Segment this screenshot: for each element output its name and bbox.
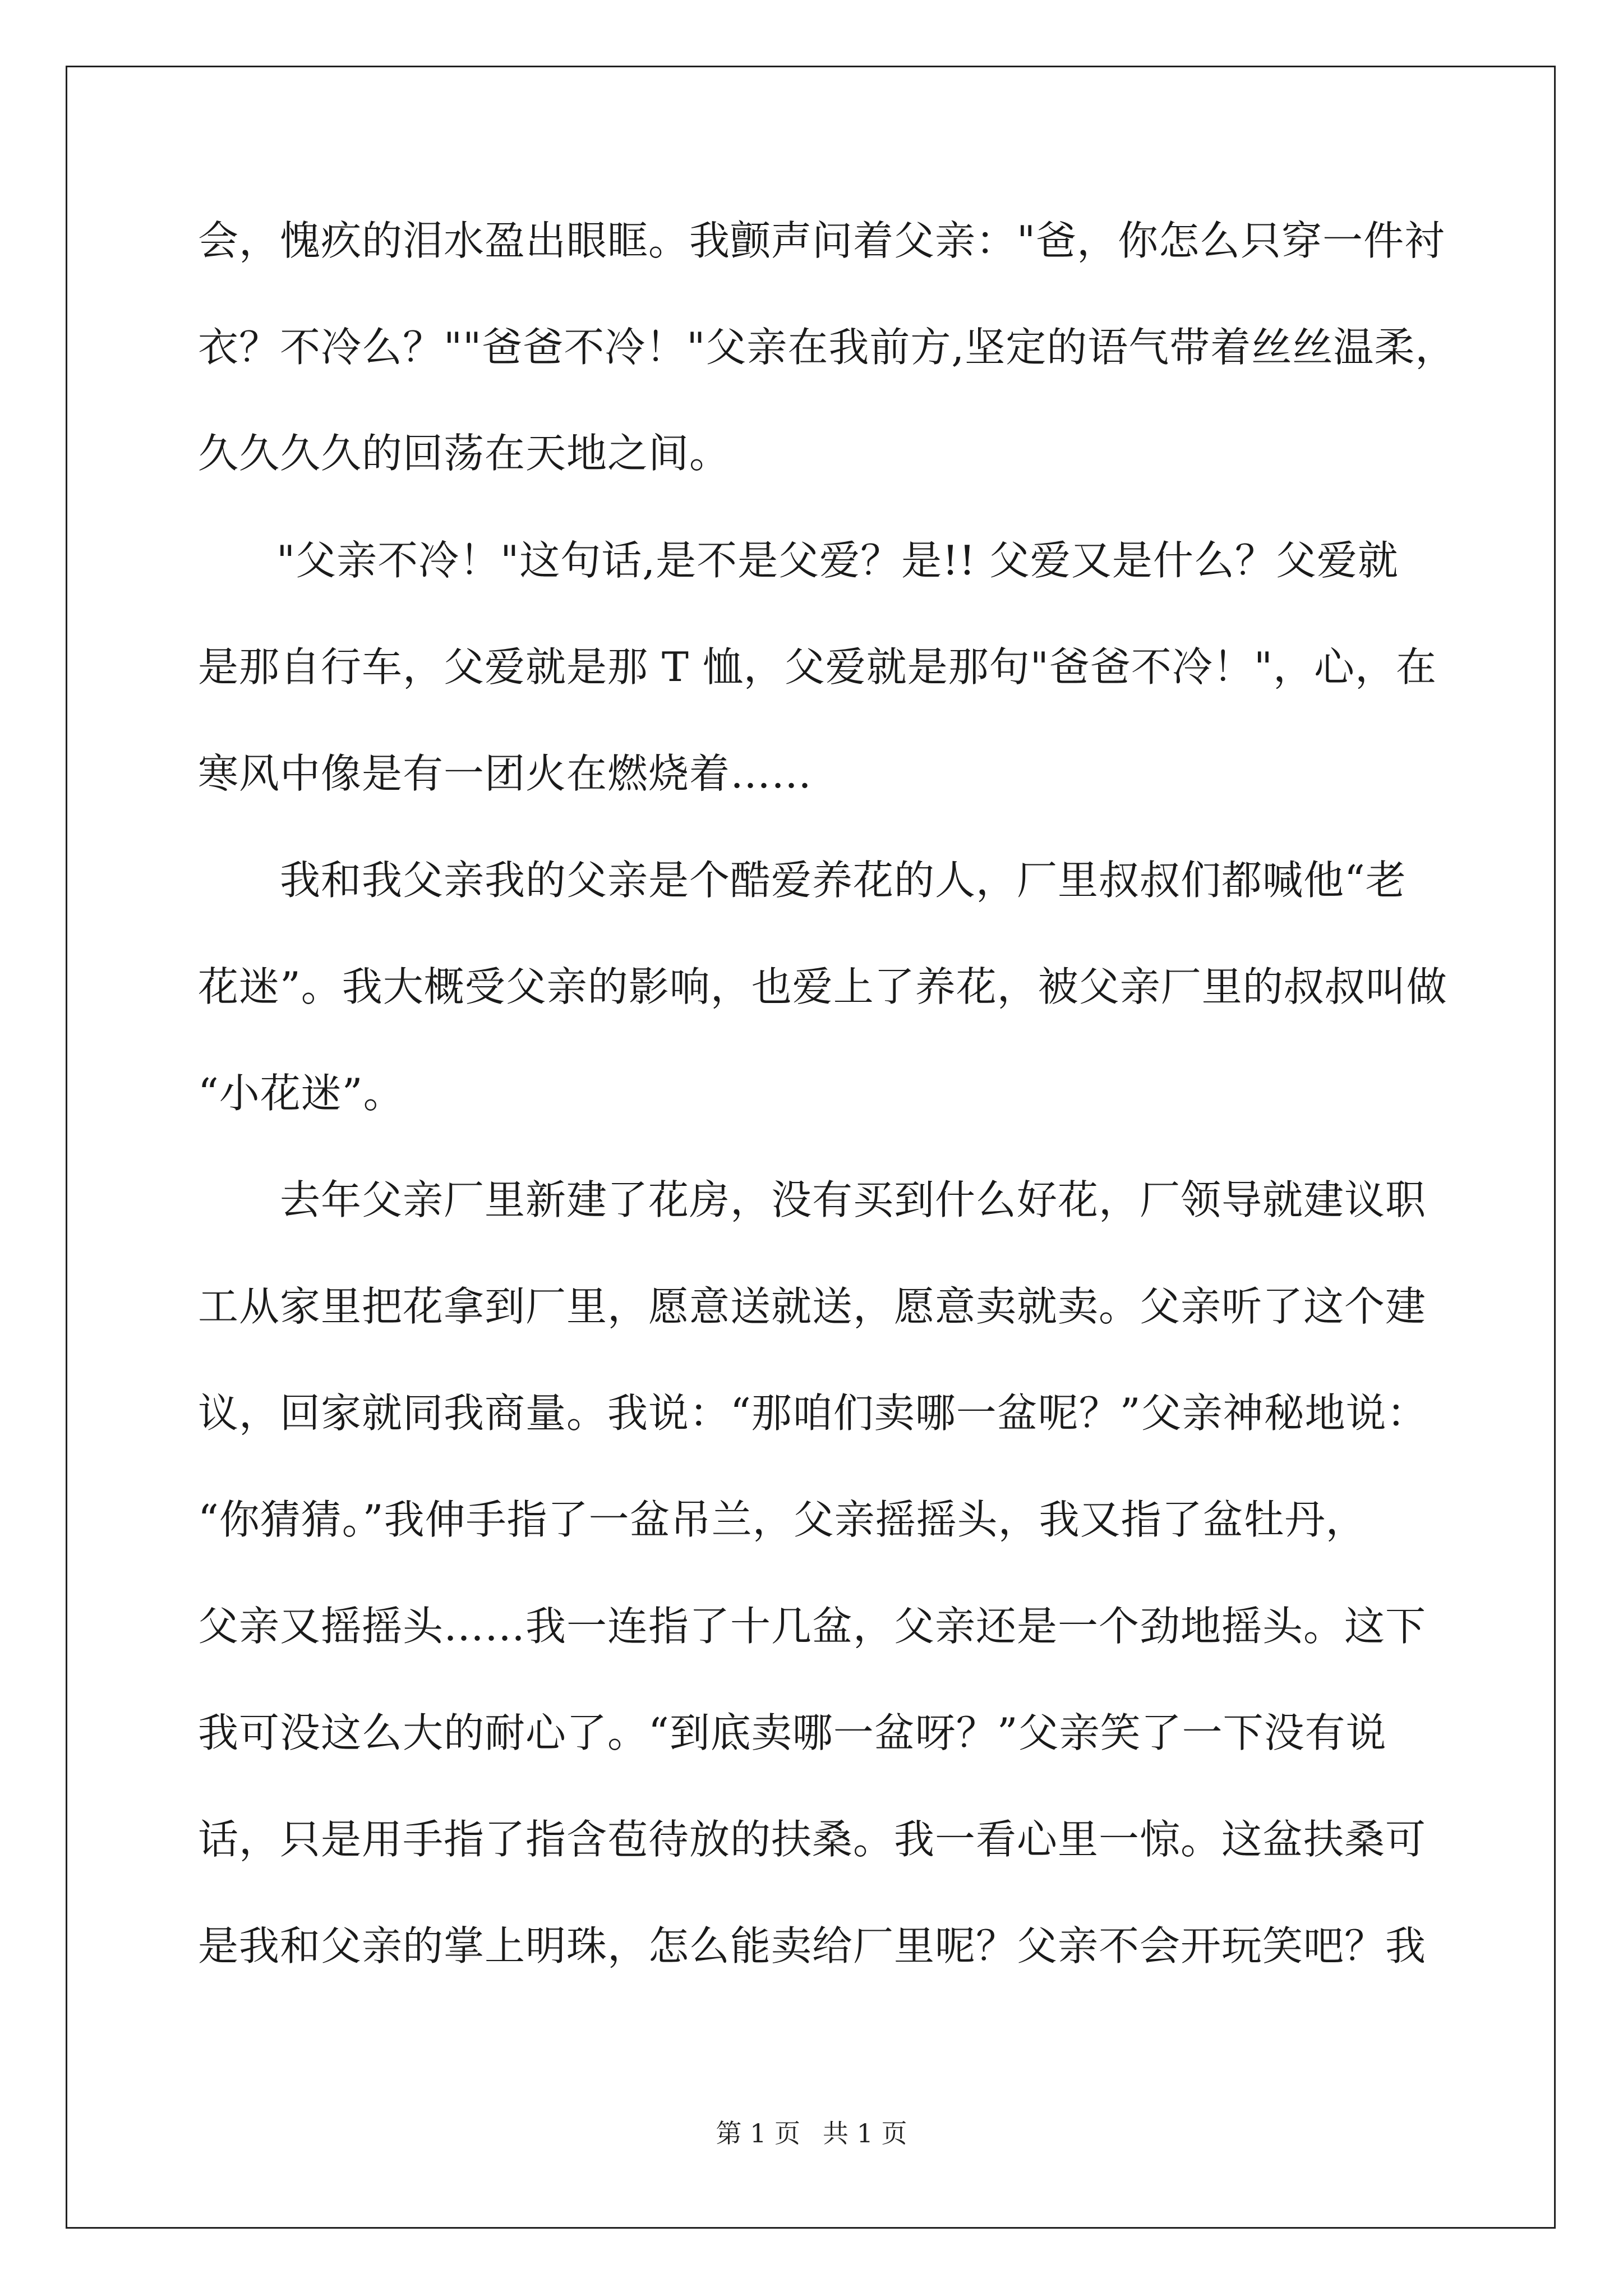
text-line: 父亲又摇摇头……我一连指了十几盆，父亲还是一个劲地摇头。这下 [198,1603,1427,1650]
text-line: 久久久久的回荡在天地之间。 [198,430,731,477]
text-line: 我可没这么大的耐心了。“到底卖哪一盆呀？”父亲笑了一下没有说 [198,1709,1387,1756]
text-line: “你猜猜。”我伸手指了一盆吊兰，父亲摇摇头，我又指了盆牡丹， [198,1496,1367,1543]
page-footer [0,2116,1623,2150]
text-line: 议，回家就同我商量。我说：“那咱们卖哪一盆呢？”父亲神秘地说： [198,1389,1428,1437]
text-line: 会，愧疚的泪水盈出眼眶。我颤声问着父亲："爸，你怎么只穿一件衬 [198,217,1446,264]
text-line: 花迷”。我大概受父亲的影响，也爱上了养花，被父亲厂里的叔叔叫做 [198,963,1447,1010]
page-border [66,66,1556,2229]
text-line: 衣？不冷么？""爸爸不冷！"父亲在我前方,坚定的语气带着丝丝温柔， [198,324,1456,371]
paragraph-start-line: "父亲不冷！"这句话,是不是父爱？是!! 父爱又是什么？父爱就 [276,537,1399,584]
page-total: 共 1 页 [823,2118,907,2148]
paragraph-start-line: 我和我父亲我的父亲是个酷爱养花的人，厂里叔叔们都喊他“老 [280,857,1407,904]
paragraph-start-line: 去年父亲厂里新建了花房，没有买到什么好花，厂领导就建议职 [280,1176,1427,1223]
text-line: 是那自行车，父爱就是那 T 恤，父爱就是那句"爸爸不冷！"，心，在 [198,643,1437,691]
text-line: “小花迷”。 [198,1070,404,1117]
text-line: 是我和父亲的掌上明珠，怎么能卖给厂里呢？父亲不会开玩笑吧？我 [198,1922,1427,1970]
text-line: 工从家里把花拿到厂里，愿意送就送，愿意卖就卖。父亲听了这个建 [198,1283,1427,1330]
text-line: 寒风中像是有一团火在燃烧着…… [198,750,813,797]
text-line: 话，只是用手指了指含苞待放的扶桑。我一看心里一惊。这盆扶桑可 [198,1816,1427,1863]
page-number: 第 1 页 [716,2118,800,2148]
